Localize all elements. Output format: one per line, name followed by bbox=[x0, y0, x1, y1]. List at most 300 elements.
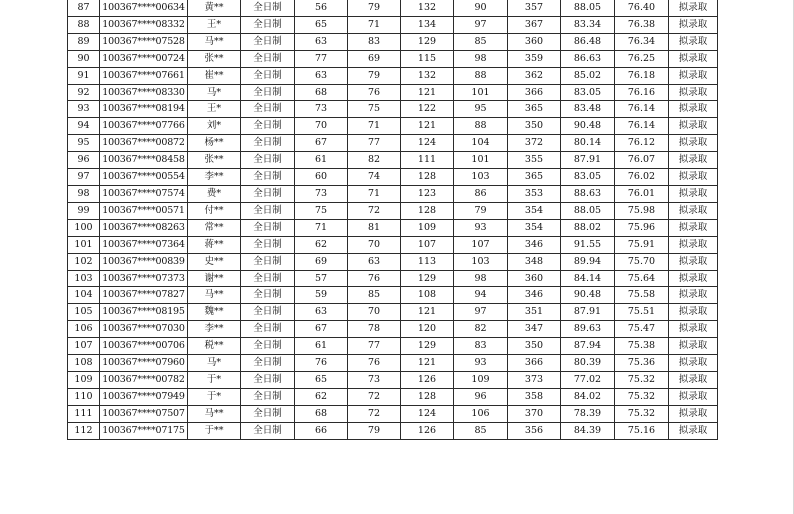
rank-cell: 109 bbox=[68, 371, 100, 388]
rank-cell: 92 bbox=[68, 84, 100, 101]
candidate-id-cell: 100367****08194 bbox=[100, 101, 188, 118]
score-politics-cell: 65 bbox=[295, 16, 348, 33]
score-politics-cell: 61 bbox=[295, 152, 348, 169]
study-mode-cell: 全日制 bbox=[241, 405, 295, 422]
final-score-cell: 75.98 bbox=[615, 202, 669, 219]
total-initial-cell: 360 bbox=[508, 33, 561, 50]
retest-score-cell: 86.63 bbox=[561, 50, 615, 67]
final-score-cell: 76.01 bbox=[615, 185, 669, 202]
score-politics-cell: 68 bbox=[295, 405, 348, 422]
total-initial-cell: 346 bbox=[508, 236, 561, 253]
name-cell: 于** bbox=[188, 422, 241, 439]
rank-cell: 90 bbox=[68, 50, 100, 67]
table-row bbox=[68, 338, 718, 355]
admission-status-cell: 拟录取 bbox=[669, 422, 718, 439]
final-score-cell: 76.25 bbox=[615, 50, 669, 67]
score-politics-cell: 67 bbox=[295, 321, 348, 338]
score-english-cell: 79 bbox=[348, 422, 401, 439]
total-initial-cell: 365 bbox=[508, 169, 561, 186]
retest-score-cell: 88.63 bbox=[561, 185, 615, 202]
total-initial-cell: 365 bbox=[508, 101, 561, 118]
table-row bbox=[68, 422, 718, 439]
score-english-cell: 76 bbox=[348, 355, 401, 372]
total-initial-cell: 372 bbox=[508, 135, 561, 152]
score-politics-cell: 60 bbox=[295, 169, 348, 186]
study-mode-cell: 全日制 bbox=[241, 338, 295, 355]
study-mode-cell: 全日制 bbox=[241, 118, 295, 135]
candidate-id-cell: 100367****00839 bbox=[100, 253, 188, 270]
admission-status-cell: 拟录取 bbox=[669, 0, 718, 16]
rank-cell: 103 bbox=[68, 270, 100, 287]
name-cell: 费* bbox=[188, 185, 241, 202]
total-initial-cell: 353 bbox=[508, 185, 561, 202]
score-subject2-cell: 104 bbox=[454, 135, 508, 152]
name-cell: 崔** bbox=[188, 67, 241, 84]
retest-score-cell: 88.02 bbox=[561, 219, 615, 236]
retest-score-cell: 87.91 bbox=[561, 304, 615, 321]
score-subject1-cell: 124 bbox=[401, 135, 454, 152]
table-row bbox=[68, 135, 718, 152]
admission-status-cell: 拟录取 bbox=[669, 33, 718, 50]
score-subject2-cell: 83 bbox=[454, 338, 508, 355]
final-score-cell: 75.32 bbox=[615, 388, 669, 405]
study-mode-cell: 全日制 bbox=[241, 169, 295, 186]
score-subject2-cell: 103 bbox=[454, 253, 508, 270]
retest-score-cell: 83.05 bbox=[561, 84, 615, 101]
score-politics-cell: 62 bbox=[295, 236, 348, 253]
admission-status-cell: 拟录取 bbox=[669, 185, 718, 202]
candidate-id-cell: 100367****07507 bbox=[100, 405, 188, 422]
admission-status-cell: 拟录取 bbox=[669, 202, 718, 219]
score-subject1-cell: 126 bbox=[401, 371, 454, 388]
score-politics-cell: 59 bbox=[295, 287, 348, 304]
score-subject2-cell: 90 bbox=[454, 0, 508, 16]
candidate-id-cell: 100367****07661 bbox=[100, 67, 188, 84]
admission-status-cell: 拟录取 bbox=[669, 236, 718, 253]
rank-cell: 99 bbox=[68, 202, 100, 219]
study-mode-cell: 全日制 bbox=[241, 202, 295, 219]
candidate-id-cell: 100367****00634 bbox=[100, 0, 188, 16]
admission-status-cell: 拟录取 bbox=[669, 321, 718, 338]
table-row bbox=[68, 236, 718, 253]
table-row bbox=[68, 287, 718, 304]
score-politics-cell: 70 bbox=[295, 118, 348, 135]
total-initial-cell: 366 bbox=[508, 84, 561, 101]
retest-score-cell: 78.39 bbox=[561, 405, 615, 422]
study-mode-cell: 全日制 bbox=[241, 101, 295, 118]
total-initial-cell: 351 bbox=[508, 304, 561, 321]
score-english-cell: 77 bbox=[348, 338, 401, 355]
name-cell: 马** bbox=[188, 405, 241, 422]
final-score-cell: 76.40 bbox=[615, 0, 669, 16]
table-body bbox=[68, 0, 718, 439]
score-subject2-cell: 94 bbox=[454, 287, 508, 304]
score-english-cell: 75 bbox=[348, 101, 401, 118]
final-score-cell: 75.91 bbox=[615, 236, 669, 253]
name-cell: 常** bbox=[188, 219, 241, 236]
admission-status-cell: 拟录取 bbox=[669, 287, 718, 304]
table-row bbox=[68, 67, 718, 84]
candidate-id-cell: 100367****08332 bbox=[100, 16, 188, 33]
candidate-id-cell: 100367****00554 bbox=[100, 169, 188, 186]
rank-cell: 96 bbox=[68, 152, 100, 169]
table-row bbox=[68, 84, 718, 101]
retest-score-cell: 85.02 bbox=[561, 67, 615, 84]
score-subject2-cell: 85 bbox=[454, 33, 508, 50]
rank-cell: 87 bbox=[68, 0, 100, 16]
score-subject1-cell: 107 bbox=[401, 236, 454, 253]
final-score-cell: 76.16 bbox=[615, 84, 669, 101]
rank-cell: 89 bbox=[68, 33, 100, 50]
retest-score-cell: 77.02 bbox=[561, 371, 615, 388]
score-subject1-cell: 128 bbox=[401, 202, 454, 219]
score-english-cell: 81 bbox=[348, 219, 401, 236]
table-row bbox=[68, 33, 718, 50]
study-mode-cell: 全日制 bbox=[241, 371, 295, 388]
total-initial-cell: 360 bbox=[508, 270, 561, 287]
score-subject2-cell: 101 bbox=[454, 152, 508, 169]
final-score-cell: 76.14 bbox=[615, 118, 669, 135]
score-subject2-cell: 88 bbox=[454, 118, 508, 135]
score-subject2-cell: 96 bbox=[454, 388, 508, 405]
score-english-cell: 72 bbox=[348, 202, 401, 219]
score-subject1-cell: 122 bbox=[401, 101, 454, 118]
table-row bbox=[68, 355, 718, 372]
score-subject1-cell: 113 bbox=[401, 253, 454, 270]
study-mode-cell: 全日制 bbox=[241, 33, 295, 50]
score-subject1-cell: 128 bbox=[401, 388, 454, 405]
table-row bbox=[68, 101, 718, 118]
score-subject2-cell: 95 bbox=[454, 101, 508, 118]
score-subject2-cell: 106 bbox=[454, 405, 508, 422]
total-initial-cell: 346 bbox=[508, 287, 561, 304]
admission-status-cell: 拟录取 bbox=[669, 388, 718, 405]
candidate-id-cell: 100367****07373 bbox=[100, 270, 188, 287]
score-subject2-cell: 107 bbox=[454, 236, 508, 253]
score-english-cell: 71 bbox=[348, 118, 401, 135]
retest-score-cell: 87.91 bbox=[561, 152, 615, 169]
score-politics-cell: 76 bbox=[295, 355, 348, 372]
score-english-cell: 85 bbox=[348, 287, 401, 304]
study-mode-cell: 全日制 bbox=[241, 236, 295, 253]
final-score-cell: 76.12 bbox=[615, 135, 669, 152]
score-subject1-cell: 132 bbox=[401, 0, 454, 16]
score-english-cell: 72 bbox=[348, 388, 401, 405]
candidate-id-cell: 100367****00571 bbox=[100, 202, 188, 219]
study-mode-cell: 全日制 bbox=[241, 422, 295, 439]
score-politics-cell: 62 bbox=[295, 388, 348, 405]
study-mode-cell: 全日制 bbox=[241, 50, 295, 67]
final-score-cell: 75.58 bbox=[615, 287, 669, 304]
score-subject1-cell: 132 bbox=[401, 67, 454, 84]
table-row bbox=[68, 371, 718, 388]
rank-cell: 91 bbox=[68, 67, 100, 84]
score-politics-cell: 77 bbox=[295, 50, 348, 67]
table-row bbox=[68, 0, 718, 16]
rank-cell: 105 bbox=[68, 304, 100, 321]
name-cell: 税** bbox=[188, 338, 241, 355]
total-initial-cell: 354 bbox=[508, 219, 561, 236]
table-row bbox=[68, 388, 718, 405]
rank-cell: 100 bbox=[68, 219, 100, 236]
total-initial-cell: 350 bbox=[508, 338, 561, 355]
score-subject1-cell: 109 bbox=[401, 219, 454, 236]
rank-cell: 93 bbox=[68, 101, 100, 118]
score-english-cell: 69 bbox=[348, 50, 401, 67]
admission-status-cell: 拟录取 bbox=[669, 355, 718, 372]
final-score-cell: 76.14 bbox=[615, 101, 669, 118]
candidate-id-cell: 100367****07175 bbox=[100, 422, 188, 439]
score-subject2-cell: 103 bbox=[454, 169, 508, 186]
table-row bbox=[68, 169, 718, 186]
total-initial-cell: 350 bbox=[508, 118, 561, 135]
name-cell: 谢** bbox=[188, 270, 241, 287]
retest-score-cell: 88.05 bbox=[561, 0, 615, 16]
candidate-id-cell: 100367****07960 bbox=[100, 355, 188, 372]
study-mode-cell: 全日制 bbox=[241, 270, 295, 287]
score-subject2-cell: 85 bbox=[454, 422, 508, 439]
score-english-cell: 71 bbox=[348, 16, 401, 33]
total-initial-cell: 354 bbox=[508, 202, 561, 219]
study-mode-cell: 全日制 bbox=[241, 84, 295, 101]
rank-cell: 88 bbox=[68, 16, 100, 33]
table-row bbox=[68, 202, 718, 219]
score-subject1-cell: 134 bbox=[401, 16, 454, 33]
retest-score-cell: 87.94 bbox=[561, 338, 615, 355]
retest-score-cell: 84.39 bbox=[561, 422, 615, 439]
score-english-cell: 79 bbox=[348, 0, 401, 16]
score-subject1-cell: 120 bbox=[401, 321, 454, 338]
admission-status-cell: 拟录取 bbox=[669, 253, 718, 270]
admission-status-cell: 拟录取 bbox=[669, 135, 718, 152]
retest-score-cell: 90.48 bbox=[561, 118, 615, 135]
score-politics-cell: 63 bbox=[295, 67, 348, 84]
score-subject1-cell: 123 bbox=[401, 185, 454, 202]
rank-cell: 112 bbox=[68, 422, 100, 439]
score-english-cell: 79 bbox=[348, 67, 401, 84]
score-english-cell: 71 bbox=[348, 185, 401, 202]
final-score-cell: 76.02 bbox=[615, 169, 669, 186]
candidate-id-cell: 100367****07827 bbox=[100, 287, 188, 304]
score-subject1-cell: 124 bbox=[401, 405, 454, 422]
total-initial-cell: 347 bbox=[508, 321, 561, 338]
candidate-id-cell: 100367****00782 bbox=[100, 371, 188, 388]
study-mode-cell: 全日制 bbox=[241, 355, 295, 372]
table-row bbox=[68, 405, 718, 422]
score-subject2-cell: 88 bbox=[454, 67, 508, 84]
score-subject2-cell: 93 bbox=[454, 355, 508, 372]
total-initial-cell: 355 bbox=[508, 152, 561, 169]
rank-cell: 95 bbox=[68, 135, 100, 152]
candidate-id-cell: 100367****08263 bbox=[100, 219, 188, 236]
name-cell: 张** bbox=[188, 50, 241, 67]
candidate-id-cell: 100367****07030 bbox=[100, 321, 188, 338]
admission-status-cell: 拟录取 bbox=[669, 169, 718, 186]
rank-cell: 107 bbox=[68, 338, 100, 355]
score-politics-cell: 61 bbox=[295, 338, 348, 355]
score-english-cell: 74 bbox=[348, 169, 401, 186]
name-cell: 史** bbox=[188, 253, 241, 270]
retest-score-cell: 89.63 bbox=[561, 321, 615, 338]
total-initial-cell: 370 bbox=[508, 405, 561, 422]
score-subject2-cell: 98 bbox=[454, 50, 508, 67]
total-initial-cell: 359 bbox=[508, 50, 561, 67]
final-score-cell: 76.38 bbox=[615, 16, 669, 33]
name-cell: 于* bbox=[188, 388, 241, 405]
score-politics-cell: 73 bbox=[295, 101, 348, 118]
total-initial-cell: 367 bbox=[508, 16, 561, 33]
retest-score-cell: 80.39 bbox=[561, 355, 615, 372]
score-english-cell: 76 bbox=[348, 270, 401, 287]
score-subject1-cell: 111 bbox=[401, 152, 454, 169]
total-initial-cell: 358 bbox=[508, 388, 561, 405]
score-politics-cell: 69 bbox=[295, 253, 348, 270]
name-cell: 马* bbox=[188, 84, 241, 101]
name-cell: 付** bbox=[188, 202, 241, 219]
admission-status-cell: 拟录取 bbox=[669, 101, 718, 118]
score-subject1-cell: 128 bbox=[401, 169, 454, 186]
name-cell: 杨** bbox=[188, 135, 241, 152]
score-subject2-cell: 101 bbox=[454, 84, 508, 101]
final-score-cell: 75.70 bbox=[615, 253, 669, 270]
study-mode-cell: 全日制 bbox=[241, 287, 295, 304]
final-score-cell: 75.32 bbox=[615, 405, 669, 422]
rank-cell: 111 bbox=[68, 405, 100, 422]
table-row bbox=[68, 304, 718, 321]
final-score-cell: 75.16 bbox=[615, 422, 669, 439]
study-mode-cell: 全日制 bbox=[241, 152, 295, 169]
table-row bbox=[68, 219, 718, 236]
score-english-cell: 63 bbox=[348, 253, 401, 270]
score-subject2-cell: 86 bbox=[454, 185, 508, 202]
total-initial-cell: 357 bbox=[508, 0, 561, 16]
final-score-cell: 75.51 bbox=[615, 304, 669, 321]
admission-status-cell: 拟录取 bbox=[669, 152, 718, 169]
study-mode-cell: 全日制 bbox=[241, 304, 295, 321]
candidate-id-cell: 100367****07949 bbox=[100, 388, 188, 405]
admission-status-cell: 拟录取 bbox=[669, 371, 718, 388]
score-politics-cell: 67 bbox=[295, 135, 348, 152]
score-english-cell: 77 bbox=[348, 135, 401, 152]
rank-cell: 101 bbox=[68, 236, 100, 253]
admission-status-cell: 拟录取 bbox=[669, 16, 718, 33]
retest-score-cell: 88.05 bbox=[561, 202, 615, 219]
score-politics-cell: 57 bbox=[295, 270, 348, 287]
name-cell: 刘* bbox=[188, 118, 241, 135]
score-subject1-cell: 121 bbox=[401, 304, 454, 321]
rank-cell: 104 bbox=[68, 287, 100, 304]
score-subject2-cell: 109 bbox=[454, 371, 508, 388]
score-politics-cell: 63 bbox=[295, 33, 348, 50]
final-score-cell: 76.34 bbox=[615, 33, 669, 50]
candidate-id-cell: 100367****07364 bbox=[100, 236, 188, 253]
admission-status-cell: 拟录取 bbox=[669, 67, 718, 84]
score-english-cell: 83 bbox=[348, 33, 401, 50]
total-initial-cell: 373 bbox=[508, 371, 561, 388]
study-mode-cell: 全日制 bbox=[241, 16, 295, 33]
score-subject1-cell: 126 bbox=[401, 422, 454, 439]
table-row bbox=[68, 50, 718, 67]
score-english-cell: 70 bbox=[348, 304, 401, 321]
score-politics-cell: 73 bbox=[295, 185, 348, 202]
table-row bbox=[68, 253, 718, 270]
rank-cell: 98 bbox=[68, 185, 100, 202]
score-subject1-cell: 108 bbox=[401, 287, 454, 304]
name-cell: 蒋** bbox=[188, 236, 241, 253]
name-cell: 王* bbox=[188, 101, 241, 118]
admission-score-table bbox=[67, 0, 718, 440]
final-score-cell: 75.64 bbox=[615, 270, 669, 287]
score-politics-cell: 68 bbox=[295, 84, 348, 101]
retest-score-cell: 90.48 bbox=[561, 287, 615, 304]
score-politics-cell: 75 bbox=[295, 202, 348, 219]
final-score-cell: 75.32 bbox=[615, 371, 669, 388]
name-cell: 李** bbox=[188, 169, 241, 186]
study-mode-cell: 全日制 bbox=[241, 185, 295, 202]
total-initial-cell: 362 bbox=[508, 67, 561, 84]
admission-status-cell: 拟录取 bbox=[669, 270, 718, 287]
final-score-cell: 75.47 bbox=[615, 321, 669, 338]
retest-score-cell: 84.02 bbox=[561, 388, 615, 405]
study-mode-cell: 全日制 bbox=[241, 67, 295, 84]
study-mode-cell: 全日制 bbox=[241, 321, 295, 338]
candidate-id-cell: 100367****07528 bbox=[100, 33, 188, 50]
admission-status-cell: 拟录取 bbox=[669, 50, 718, 67]
score-subject2-cell: 98 bbox=[454, 270, 508, 287]
score-subject1-cell: 129 bbox=[401, 338, 454, 355]
rank-cell: 97 bbox=[68, 169, 100, 186]
score-english-cell: 73 bbox=[348, 371, 401, 388]
score-subject2-cell: 82 bbox=[454, 321, 508, 338]
retest-score-cell: 89.94 bbox=[561, 253, 615, 270]
admission-status-cell: 拟录取 bbox=[669, 405, 718, 422]
name-cell: 黄** bbox=[188, 0, 241, 16]
score-politics-cell: 56 bbox=[295, 0, 348, 16]
score-politics-cell: 71 bbox=[295, 219, 348, 236]
study-mode-cell: 全日制 bbox=[241, 219, 295, 236]
rank-cell: 106 bbox=[68, 321, 100, 338]
score-subject1-cell: 129 bbox=[401, 270, 454, 287]
candidate-id-cell: 100367****08330 bbox=[100, 84, 188, 101]
name-cell: 马** bbox=[188, 33, 241, 50]
table-row bbox=[68, 118, 718, 135]
score-subject1-cell: 121 bbox=[401, 84, 454, 101]
retest-score-cell: 83.05 bbox=[561, 169, 615, 186]
score-subject2-cell: 79 bbox=[454, 202, 508, 219]
name-cell: 王* bbox=[188, 16, 241, 33]
final-score-cell: 76.18 bbox=[615, 67, 669, 84]
total-initial-cell: 356 bbox=[508, 422, 561, 439]
name-cell: 于* bbox=[188, 371, 241, 388]
candidate-id-cell: 100367****08458 bbox=[100, 152, 188, 169]
candidate-id-cell: 100367****00706 bbox=[100, 338, 188, 355]
retest-score-cell: 86.48 bbox=[561, 33, 615, 50]
admission-status-cell: 拟录取 bbox=[669, 219, 718, 236]
name-cell: 张** bbox=[188, 152, 241, 169]
rank-cell: 108 bbox=[68, 355, 100, 372]
candidate-id-cell: 100367****07766 bbox=[100, 118, 188, 135]
name-cell: 魏** bbox=[188, 304, 241, 321]
final-score-cell: 75.96 bbox=[615, 219, 669, 236]
score-subject1-cell: 129 bbox=[401, 33, 454, 50]
score-subject1-cell: 121 bbox=[401, 118, 454, 135]
admission-status-cell: 拟录取 bbox=[669, 84, 718, 101]
retest-score-cell: 80.14 bbox=[561, 135, 615, 152]
admission-status-cell: 拟录取 bbox=[669, 118, 718, 135]
score-subject2-cell: 97 bbox=[454, 16, 508, 33]
score-english-cell: 76 bbox=[348, 84, 401, 101]
final-score-cell: 75.38 bbox=[615, 338, 669, 355]
